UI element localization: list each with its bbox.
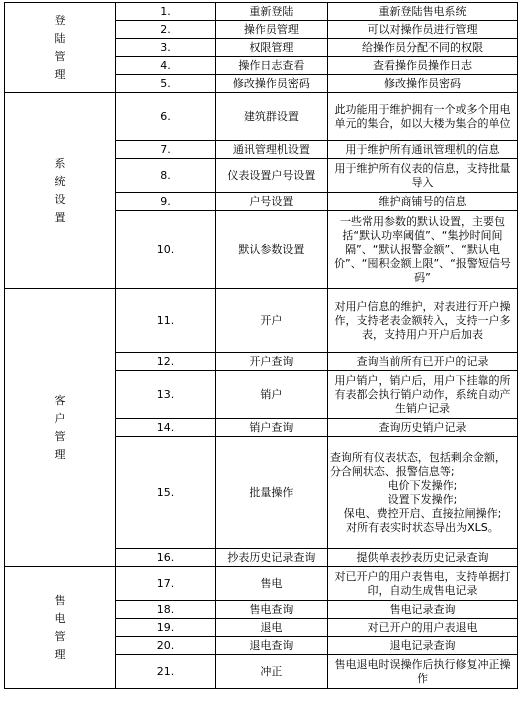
- description-line: 设置下发操作;: [387, 492, 458, 506]
- function-description: 查询当前所有已开户的记录: [327, 353, 517, 371]
- row-number: 15.: [116, 437, 216, 549]
- row-number: 4.: [116, 57, 216, 75]
- row-number: 9.: [116, 193, 216, 211]
- function-description: 查看操作员操作日志: [327, 57, 517, 75]
- row-number: 19.: [116, 619, 216, 637]
- function-name: 退电: [215, 619, 327, 637]
- function-description: 对用户信息的维护，对表进行开户操作，支持老表金额转入，支持一户多表，支持用户开户后加表: [327, 289, 517, 353]
- function-description: 用户销户，销户后，用户下挂靠的所有表都会执行销户动作，系统自动产生销户记录: [327, 371, 517, 419]
- row-number: 18.: [116, 601, 216, 619]
- row-number: 21.: [116, 655, 216, 689]
- function-description: 对已开户的用户表售电，支持单据打印，自动生成售电记录: [327, 567, 517, 601]
- table-row: [5, 3, 518, 21]
- function-description: 提供单表抄表历史记录查询: [327, 549, 517, 567]
- function-description: 售电退电时误操作后执行修复冲正操作: [327, 655, 517, 689]
- description-line: 电价下发操作;: [387, 478, 458, 492]
- function-name: 退电查询: [215, 637, 327, 655]
- table-row: [5, 93, 518, 141]
- function-description: 用于维护所有通讯管理机的信息: [327, 141, 517, 159]
- row-number: 10.: [116, 211, 216, 289]
- category-cell: [5, 567, 116, 689]
- row-number: 20.: [116, 637, 216, 655]
- row-number: 5.: [116, 75, 216, 93]
- function-name: 仪表设置户号设置: [215, 159, 327, 193]
- category-cell: [5, 93, 116, 289]
- function-name: 操作日志查看: [215, 57, 327, 75]
- function-name: 户号设置: [215, 193, 327, 211]
- category-label: 售电管理: [54, 593, 66, 661]
- function-description: 售电记录查询: [327, 601, 517, 619]
- function-description: 用于维护所有仪表的信息，支持批量导入: [327, 159, 517, 193]
- function-description: 一些常用参数的默认设置，主要包括“默认功率阈值”、“集抄时间间隔”、“默认报警金额”、“默认电价”、“囤积金额上限”、“报警短信号码”: [327, 211, 517, 289]
- description-line: 保电、费控开启、直接拉闸操作;: [343, 506, 502, 520]
- row-number: 3.: [116, 39, 216, 57]
- row-number: 17.: [116, 567, 216, 601]
- category-cell: [5, 3, 116, 93]
- function-description: 维护商铺号的信息: [327, 193, 517, 211]
- function-description: 修改操作员密码: [327, 75, 517, 93]
- row-number: 16.: [116, 549, 216, 567]
- row-number: 6.: [116, 93, 216, 141]
- category-label: 系统设置: [54, 156, 66, 224]
- row-number: 1.: [116, 3, 216, 21]
- function-description: 给操作员分配不同的权限: [327, 39, 517, 57]
- row-number: 7.: [116, 141, 216, 159]
- row-number: 8.: [116, 159, 216, 193]
- function-name: 建筑群设置: [215, 93, 327, 141]
- row-number: 2.: [116, 21, 216, 39]
- function-name: 冲正: [215, 655, 327, 689]
- function-table-container: [4, 2, 518, 689]
- category-label: 客户管理: [54, 393, 66, 461]
- function-name: 权限管理: [215, 39, 327, 57]
- row-number: 11.: [116, 289, 216, 353]
- function-description: 对已开户的用户表退电: [327, 619, 517, 637]
- function-name: 售电: [215, 567, 327, 601]
- function-description: 可以对操作员进行管理: [327, 21, 517, 39]
- table-row: [5, 567, 518, 601]
- function-name: 销户: [215, 371, 327, 419]
- description-line: 对所有表实时状态导出为XLS。: [346, 520, 499, 534]
- function-name: 操作员管理: [215, 21, 327, 39]
- row-number: 13.: [116, 371, 216, 419]
- function-description: 退电记录查询: [327, 637, 517, 655]
- function-name: 重新登陆: [215, 3, 327, 21]
- table-row: [5, 289, 518, 353]
- function-name: 通讯管理机设置: [215, 141, 327, 159]
- function-description: 查询历史销户记录: [327, 419, 517, 437]
- category-cell: [5, 289, 116, 567]
- function-name: 修改操作员密码: [215, 75, 327, 93]
- function-name: 开户: [215, 289, 327, 353]
- row-number: 14.: [116, 419, 216, 437]
- function-description: [327, 437, 517, 549]
- row-number: 12.: [116, 353, 216, 371]
- function-description: 此功能用于维护拥有一个或多个用电单元的集合，如以大楼为集合的单位: [327, 93, 517, 141]
- function-description: 重新登陆售电系统: [327, 3, 517, 21]
- function-table: [4, 2, 518, 689]
- function-name: 批量操作: [215, 437, 327, 549]
- function-name: 默认参数设置: [215, 211, 327, 289]
- function-name: 销户查询: [215, 419, 327, 437]
- function-name: 抄表历史记录查询: [215, 549, 327, 567]
- function-name: 开户查询: [215, 353, 327, 371]
- description-line: 查询所有仪表状态，包括剩余金额，分合闸状态、报警信息等;: [329, 450, 506, 478]
- category-label: 登陆管理: [54, 13, 66, 81]
- function-name: 售电查询: [215, 601, 327, 619]
